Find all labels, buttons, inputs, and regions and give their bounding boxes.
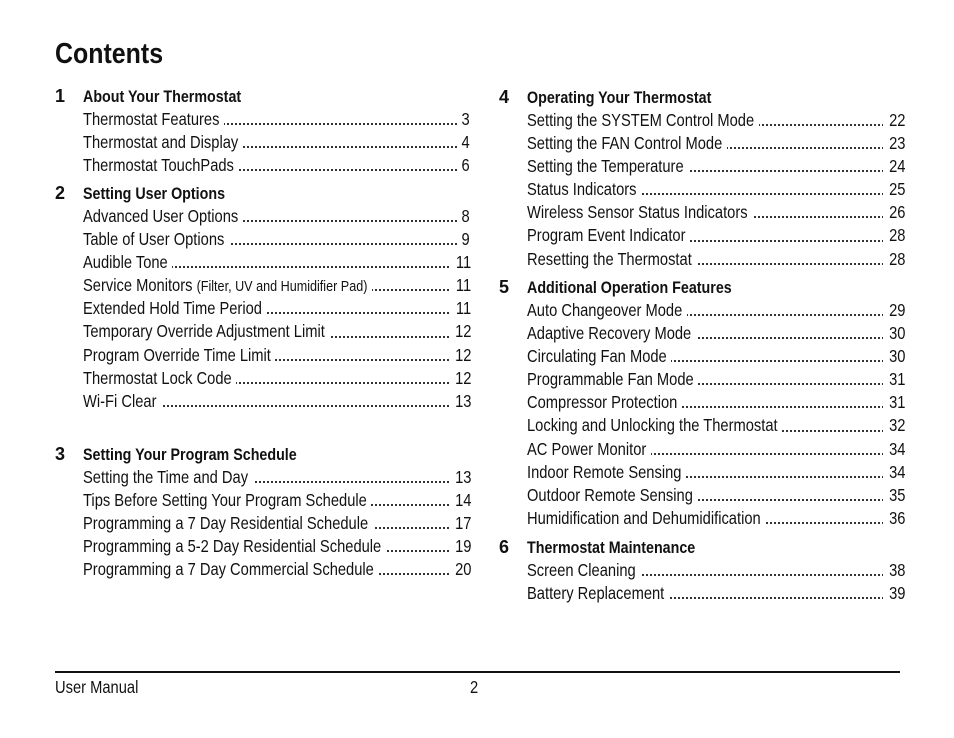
- toc-entry-page: 11: [450, 297, 469, 320]
- toc-entry[interactable]: [527, 224, 906, 247]
- toc-entry-label: Wireless Sensor Status Indicators: [527, 201, 752, 224]
- toc-entry[interactable]: [527, 414, 906, 437]
- toc-entry-label: Setting the FAN Control Mode: [527, 132, 727, 155]
- section-title: Operating Your Thermostat: [527, 88, 712, 107]
- toc-entry-label: Thermostat Features: [83, 108, 224, 131]
- section-heading[interactable]: [499, 276, 903, 299]
- section-title: About Your Thermostat: [83, 87, 242, 106]
- toc-entry-label: Programmable Fan Mode: [527, 368, 698, 391]
- toc-entry[interactable]: [83, 558, 472, 581]
- toc-entry-label: Thermostat Lock Code: [83, 367, 236, 390]
- toc-section: [499, 276, 906, 530]
- toc-entry-page: 31: [883, 391, 903, 414]
- toc-entry[interactable]: [527, 132, 906, 155]
- toc-entry[interactable]: [527, 368, 906, 391]
- toc-entry[interactable]: [83, 274, 472, 297]
- toc-entry-label: Status Indicators: [527, 178, 641, 201]
- toc-entry-label: Resetting the Thermostat: [527, 248, 696, 271]
- section-number: 1: [55, 86, 66, 106]
- toc-entry[interactable]: [83, 466, 472, 489]
- toc-entry-page: 34: [883, 461, 903, 484]
- toc-entry-label: Extended Hold Time Period: [83, 297, 266, 320]
- toc-entry-label: Programming a 7 Day Residential Schedule: [83, 512, 373, 535]
- toc-entry-page: 11: [450, 251, 469, 274]
- toc-entry-page: 39: [883, 582, 903, 605]
- toc-entry-label: Program Event Indicator: [527, 224, 690, 247]
- footer-page-number: 2: [470, 677, 479, 697]
- toc-entry-label: Advanced User Options: [83, 205, 243, 228]
- toc-entry-page: 34: [883, 438, 903, 461]
- toc-entry[interactable]: [83, 205, 469, 228]
- section-number: 4: [499, 87, 510, 107]
- toc-entry[interactable]: [527, 248, 906, 271]
- toc-section: [55, 182, 472, 413]
- footer-document-name: User Manual: [55, 677, 139, 697]
- toc-entry-page: 35: [883, 484, 903, 507]
- page-title: Contents: [55, 38, 164, 70]
- toc-entry[interactable]: [527, 109, 906, 132]
- toc-entry[interactable]: [83, 367, 472, 390]
- toc-entry[interactable]: [83, 320, 472, 343]
- toc-entry[interactable]: [83, 228, 469, 251]
- toc-entry-label: Service Monitors (Filter, UV and Humidifier Pad): [83, 274, 372, 298]
- toc-entry[interactable]: [527, 178, 906, 201]
- toc-entry-label: Setting the Temperature: [527, 155, 688, 178]
- section-number: 6: [499, 537, 510, 557]
- toc-entry[interactable]: [527, 582, 906, 605]
- toc-entry-page: 12: [449, 320, 469, 343]
- toc-section: [499, 86, 906, 271]
- toc-entry-page: 23: [883, 132, 903, 155]
- toc-entry-page: 26: [883, 201, 903, 224]
- toc-entry[interactable]: [83, 131, 469, 154]
- toc-section: [55, 443, 472, 581]
- section-title: Setting Your Program Schedule: [83, 445, 297, 464]
- toc-entry[interactable]: [83, 344, 472, 367]
- toc-entry-label: Setting the Time and Day: [83, 466, 253, 489]
- toc-entry[interactable]: [527, 322, 906, 345]
- toc-entry-label: Table of User Options: [83, 228, 229, 251]
- toc-section: [55, 85, 469, 177]
- section-title: Additional Operation Features: [527, 278, 732, 297]
- section-heading[interactable]: [499, 86, 903, 109]
- toc-entry[interactable]: [83, 390, 472, 413]
- section-number: 2: [55, 183, 66, 203]
- section-heading[interactable]: [499, 536, 903, 559]
- toc-entry[interactable]: [527, 559, 906, 582]
- toc-entry[interactable]: [527, 438, 906, 461]
- footer-rule: [55, 671, 900, 673]
- toc-entry[interactable]: [527, 461, 906, 484]
- toc-entry-label: Humidification and Dehumidification: [527, 507, 765, 530]
- toc-entry-page: 17: [449, 512, 469, 535]
- toc-entry[interactable]: [527, 507, 906, 530]
- toc-entry-page: 13: [449, 466, 469, 489]
- toc-entry-page: 11: [450, 274, 469, 297]
- toc-entry[interactable]: [83, 154, 469, 177]
- toc-entry-label: Screen Cleaning: [527, 559, 640, 582]
- toc-entry-page: 30: [883, 322, 903, 345]
- toc-entry-label: Battery Replacement: [527, 582, 669, 605]
- toc-entry-label: Programming a 5-2 Day Residential Schedule: [83, 535, 386, 558]
- toc-entry-page: 28: [883, 248, 903, 271]
- section-title: Thermostat Maintenance: [527, 538, 696, 557]
- section-heading[interactable]: [55, 182, 469, 205]
- toc-entry-page: 24: [883, 155, 903, 178]
- section-number: 3: [55, 444, 66, 464]
- toc-entry[interactable]: [83, 535, 472, 558]
- toc-entry-label: Temporary Override Adjustment Limit: [83, 320, 329, 343]
- toc-entry-page: 22: [883, 109, 903, 132]
- toc-entry-label: Program Override Time Limit: [83, 344, 275, 367]
- toc-entry-page: 13: [449, 390, 469, 413]
- toc-entry[interactable]: [527, 484, 906, 507]
- toc-entry-page: 20: [449, 558, 469, 581]
- toc-entry[interactable]: [83, 251, 472, 274]
- toc-section: [499, 536, 906, 605]
- toc-entry-page: 31: [883, 368, 903, 391]
- toc-entry[interactable]: [527, 155, 906, 178]
- toc-entry-label: Audible Tone: [83, 251, 172, 274]
- toc-entry-label: AC Power Monitor: [527, 438, 651, 461]
- toc-entry-label: Indoor Remote Sensing: [527, 461, 686, 484]
- toc-entry-page: 8: [457, 205, 469, 228]
- toc-entry-page: 14: [449, 489, 469, 512]
- toc-entry-page: 36: [883, 507, 903, 530]
- toc-entry-page: 29: [883, 299, 903, 322]
- toc-entry-label: Programming a 7 Day Commercial Schedule: [83, 558, 378, 581]
- toc-entry-label: Circulating Fan Mode: [527, 345, 671, 368]
- toc-entry[interactable]: [527, 391, 906, 414]
- toc-entry-label: Thermostat and Display: [83, 131, 243, 154]
- toc-entry-page: 19: [449, 535, 469, 558]
- toc-entry-page: 4: [457, 131, 469, 154]
- toc-entry-label: Locking and Unlocking the Thermostat: [527, 414, 782, 437]
- section-heading[interactable]: [55, 85, 469, 108]
- toc-entry-page: 6: [457, 154, 469, 177]
- toc-entry-page: 12: [449, 344, 469, 367]
- toc-entry[interactable]: [83, 489, 472, 512]
- section-number: 5: [499, 277, 510, 297]
- toc-entry-page: 3: [457, 108, 469, 131]
- toc-entry-label: Thermostat TouchPads: [83, 154, 238, 177]
- toc-entry[interactable]: [527, 299, 906, 322]
- toc-entry-label: Auto Changeover Mode: [527, 299, 687, 322]
- toc-entry-page: 30: [883, 345, 903, 368]
- toc-entry-label: Tips Before Setting Your Program Schedule: [83, 489, 371, 512]
- toc-entry-label: Setting the SYSTEM Control Mode: [527, 109, 759, 132]
- toc-entry-label: Outdoor Remote Sensing: [527, 484, 697, 507]
- toc-entry[interactable]: [83, 297, 472, 320]
- toc-entry-page: 32: [883, 414, 903, 437]
- toc-entry[interactable]: [527, 345, 906, 368]
- toc-entry-page: 9: [457, 228, 469, 251]
- toc-entry[interactable]: [83, 512, 472, 535]
- section-heading[interactable]: [55, 443, 469, 466]
- toc-entry-label: Compressor Protection: [527, 391, 682, 414]
- toc-entry[interactable]: [527, 201, 906, 224]
- toc-entry-page: 28: [883, 224, 903, 247]
- toc-entry-label: Adaptive Recovery Mode: [527, 322, 696, 345]
- toc-entry-note: (Filter, UV and Humidifier Pad): [196, 278, 368, 296]
- toc-entry[interactable]: [83, 108, 469, 131]
- toc-entry-page: 38: [883, 559, 903, 582]
- section-title: Setting User Options: [83, 184, 226, 203]
- toc-entry-page: 12: [449, 367, 469, 390]
- toc-entry-label: Wi-Fi Clear: [83, 390, 161, 413]
- toc-entry-page: 25: [883, 178, 903, 201]
